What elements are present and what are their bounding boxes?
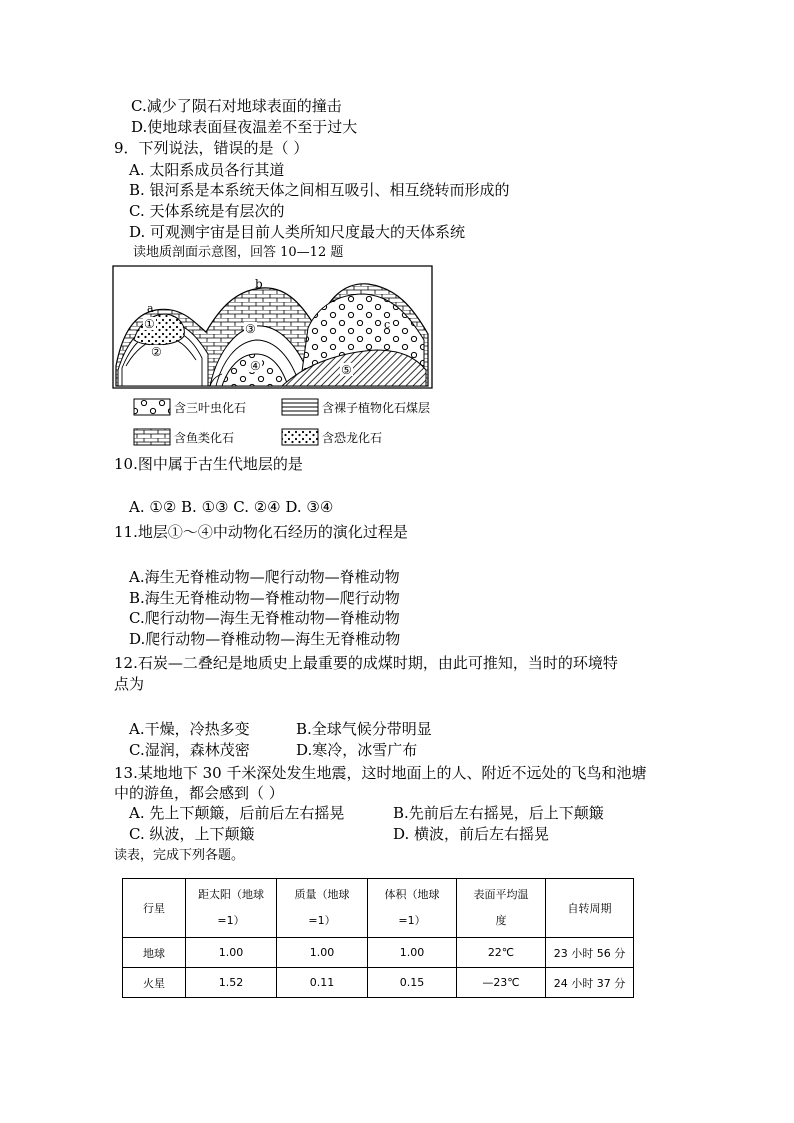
layer-2-label: ② <box>151 345 162 359</box>
q11-option-c: C.爬行动物—海生无脊椎动物—脊椎动物 <box>129 609 400 627</box>
q12-option-d: D.寒冷，冰雪广布 <box>296 741 418 759</box>
q9-option-a: A. 太阳系成员各行其道 <box>129 161 285 179</box>
header-volume: 体积（地球 =1） <box>368 879 457 938</box>
legend-fish-label: 含鱼类化石 <box>174 431 235 445</box>
cell-planet: 地球 <box>123 938 186 968</box>
q9-option-d: D. 可观测宇宙是目前人类所知尺度最大的天体系统 <box>129 223 466 241</box>
point-b-label: b <box>255 277 263 291</box>
q13-option-c: C. 纵波，上下颠簸 <box>129 825 255 843</box>
cell-mass: 1.00 <box>277 938 368 968</box>
q12-stem: 12.石炭—二叠纪是地质史上最重要的成煤时期，由此可推知，当时的环境特 <box>114 654 618 672</box>
legend-coal-label: 含裸子植物化石煤层 <box>322 401 431 415</box>
legend-dinosaur-swatch <box>282 429 318 445</box>
geologic-section-figure <box>112 262 434 452</box>
legend-trilobite-swatch <box>134 399 170 415</box>
point-c-label: c <box>384 318 391 331</box>
q13-option-d: D. 横波，前后左右摇晃 <box>393 825 550 843</box>
q13-option-a: A. 先上下颠簸，后前后左右摇晃 <box>129 804 345 822</box>
q12-option-c: C.湿润，森林茂密 <box>129 741 250 759</box>
table-row <box>123 938 634 968</box>
q11-option-d: D.爬行动物—脊椎动物—海生无脊椎动物 <box>129 630 401 648</box>
q10-stem: 10.图中属于古生代地层的是 <box>114 455 303 473</box>
header-temperature: 表面平均温 度 <box>457 879 546 938</box>
q11-option-b: B.海生无脊椎动物—脊椎动物—爬行动物 <box>129 589 400 607</box>
cell-distance: 1.52 <box>186 968 277 998</box>
cell-planet: 火星 <box>123 968 186 998</box>
q9-option-b: B. 银河系是本系统天体之间相互吸引、相互绕转而形成的 <box>129 181 510 199</box>
legend-trilobite-label: 含三叶虫化石 <box>174 401 247 415</box>
table-header-row <box>123 879 634 938</box>
layer-4-label: ④ <box>250 359 261 373</box>
q13-stem: 13.某地地下 30 千米深处发生地震，这时地面上的人、附近不远处的飞鸟和池塘 <box>114 764 647 782</box>
q10-options: A. ①② B. ①③ C. ②④ D. ③④ <box>129 498 334 516</box>
q13-stem-cont: 中的游鱼，都会感到（ ） <box>114 784 284 802</box>
table-row <box>123 968 634 998</box>
q9-option-c: C. 天体系统是有层次的 <box>129 202 285 220</box>
geologic-section-diagram <box>112 262 434 452</box>
cell-volume: 0.15 <box>368 968 457 998</box>
header-planet: 行星 <box>123 879 186 938</box>
q11-stem: 11.地层①～④中动物化石经历的演化过程是 <box>114 523 408 541</box>
cell-rotation: 23 小时 56 分 <box>546 938 634 968</box>
q9-stem: 9．下列说法，错误的是（ ） <box>114 139 309 157</box>
cell-mass: 0.11 <box>277 968 368 998</box>
cell-distance: 1.00 <box>186 938 277 968</box>
table-caption: 读表，完成下列各题。 <box>114 848 245 863</box>
layer-3-label: ③ <box>245 322 256 336</box>
header-rotation: 自转周期 <box>546 879 634 938</box>
legend-fish-swatch <box>134 429 170 445</box>
layer-5-label: ⑤ <box>341 363 352 377</box>
cell-temperature: 22℃ <box>457 938 546 968</box>
q8-option-d: D.使地球表面昼夜温差不至于过大 <box>131 118 358 136</box>
q13-option-b: B.先前后左右摇晃，后上下颠簸 <box>393 804 604 822</box>
cell-temperature: —23℃ <box>457 968 546 998</box>
figure-caption: 读地质剖面示意图，回答 10—12 题 <box>133 245 344 260</box>
header-mass: 质量（地球 =1） <box>277 879 368 938</box>
legend-dinosaur-label: 含恐龙化石 <box>322 431 383 445</box>
q12-option-a: A.干燥，冷热多变 <box>129 720 250 738</box>
cell-rotation: 24 小时 37 分 <box>546 968 634 998</box>
q11-option-a: A.海生无脊椎动物—爬行动物—脊椎动物 <box>129 568 400 586</box>
layer-1-label: ① <box>144 317 155 331</box>
cell-volume: 1.00 <box>368 938 457 968</box>
q12-option-b: B.全球气候分带明显 <box>296 720 432 738</box>
planet-table <box>122 878 634 998</box>
q8-option-c: C.减少了陨石对地球表面的撞击 <box>131 97 342 115</box>
q12-stem-cont: 点为 <box>114 675 145 693</box>
header-distance: 距太阳（地球 =1） <box>186 879 277 938</box>
point-a-label: a <box>147 302 154 315</box>
